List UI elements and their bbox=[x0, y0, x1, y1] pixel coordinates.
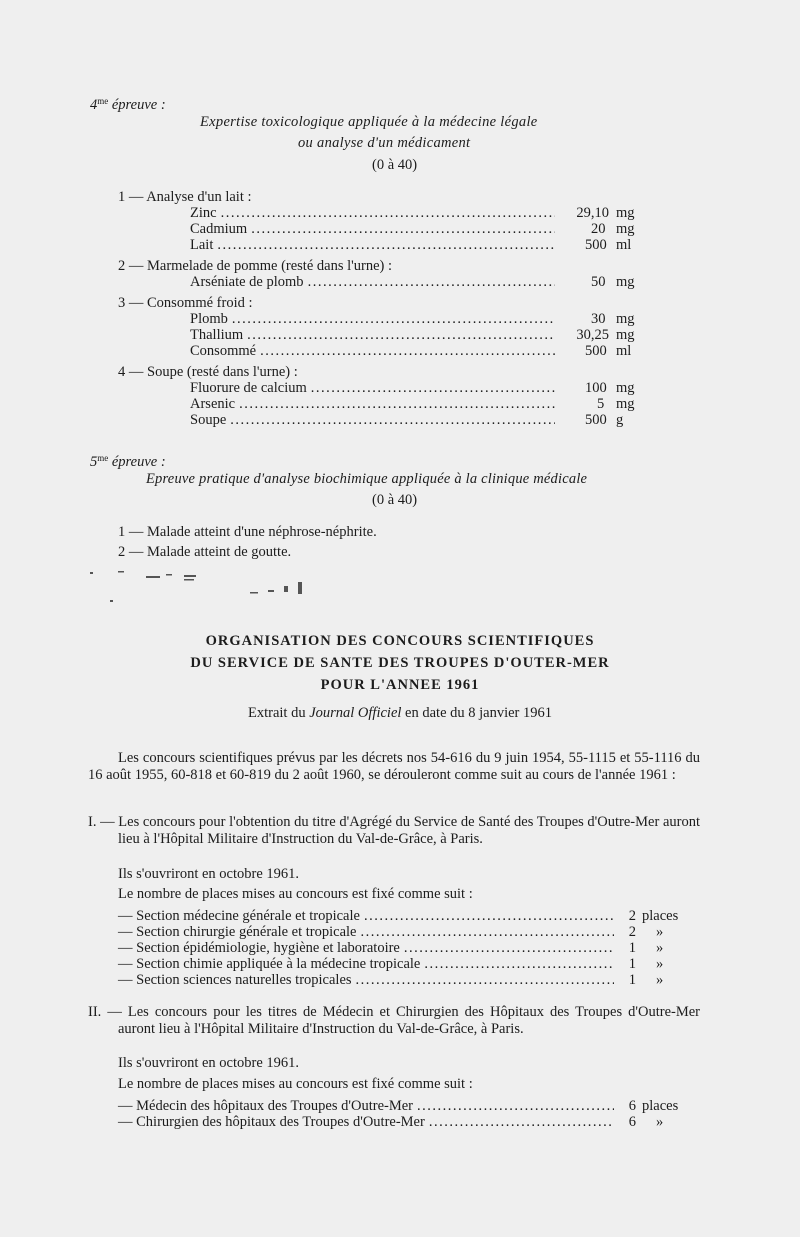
item-row bbox=[190, 311, 646, 328]
section1-row-qty: 2 bbox=[628, 924, 636, 940]
leader-dots bbox=[260, 343, 555, 360]
leader-dots bbox=[251, 221, 555, 238]
item-unit: ml bbox=[616, 237, 632, 253]
section1-row bbox=[118, 972, 692, 989]
group-label: 2 — Marmelade de pomme (resté dans l'urne) : bbox=[118, 258, 392, 274]
leader-dots bbox=[356, 972, 614, 989]
epreuve5-item-1: 1 — Malade atteint d'une néphrose-néphrite. bbox=[118, 524, 377, 540]
organisation-title-line2: DU SERVICE DE SANTE DES TROUPES D'OUTER-MER bbox=[190, 655, 610, 671]
item-row bbox=[190, 237, 646, 254]
item-qty: 20 bbox=[591, 221, 606, 237]
epreuve5-item-2: 2 — Malade atteint de goutte. bbox=[118, 544, 292, 560]
section2-row bbox=[118, 1098, 692, 1115]
organisation-title-line3: POUR L'ANNEE 1961 bbox=[320, 677, 480, 693]
item-name: Consommé bbox=[190, 343, 257, 359]
epreuve5-heading-word: épreuve : bbox=[111, 454, 166, 470]
section1-row-unit: » bbox=[656, 972, 664, 988]
leader-dots bbox=[217, 237, 555, 254]
item-unit: mg bbox=[616, 380, 635, 396]
item-qty: 5 bbox=[597, 396, 605, 412]
epreuve5-heading-sup: me bbox=[97, 453, 109, 463]
item-row bbox=[190, 327, 646, 344]
organisation-title-line1: ORGANISATION DES CONCOURS SCIENTIFIQUES bbox=[205, 633, 595, 649]
leader-dots bbox=[360, 924, 614, 941]
extract-journal: Journal Officiel bbox=[309, 705, 402, 721]
item-qty: 50 bbox=[591, 274, 606, 290]
leader-dots bbox=[424, 956, 614, 973]
leader-dots bbox=[232, 311, 555, 328]
section1-row-name: — Section sciences naturelles tropicales bbox=[118, 972, 352, 988]
section2-open: Ils s'ouvriront en octobre 1961. bbox=[118, 1055, 300, 1071]
item-row bbox=[190, 396, 646, 413]
leader-dots bbox=[239, 396, 555, 413]
item-qty: 500 bbox=[585, 412, 607, 428]
item-unit: mg bbox=[616, 221, 635, 237]
section2-row-unit: places bbox=[642, 1098, 679, 1114]
section1-row-qty: 1 bbox=[628, 956, 636, 972]
section1-row-qty: 2 bbox=[628, 908, 636, 924]
item-name: Zinc bbox=[190, 205, 217, 221]
leader-dots bbox=[429, 1114, 614, 1131]
section1-row-unit: » bbox=[656, 924, 664, 940]
section1-row-unit: places bbox=[642, 908, 679, 924]
leader-dots bbox=[404, 940, 614, 957]
epreuve5-scale: (0 à 40) bbox=[372, 492, 418, 508]
group-label: 1 — Analyse d'un lait : bbox=[118, 189, 252, 205]
item-row bbox=[190, 274, 646, 291]
item-qty: 30,25 bbox=[576, 327, 609, 343]
section1-lead: I. — Les concours pour l'obtention du titre d'Agrégé du Service de Santé des Troupes d'Outre-Mer auront lieu à l'Hôpital Militaire d'Instruction du Val-de-Grâce, à Paris. bbox=[88, 814, 700, 847]
item-name: Fluorure de calcium bbox=[190, 380, 307, 396]
section1-row-name: — Section épidémiologie, hygiène et laboratoire bbox=[118, 940, 400, 956]
item-name: Arsenic bbox=[190, 396, 236, 412]
section1-row bbox=[118, 956, 692, 973]
section1-row-qty: 1 bbox=[628, 940, 636, 956]
section2-row-unit: » bbox=[656, 1114, 664, 1130]
section1-open: Ils s'ouvriront en octobre 1961. bbox=[118, 866, 300, 882]
leader-dots bbox=[311, 380, 555, 397]
section1-row bbox=[118, 940, 692, 957]
epreuve5-title: Epreuve pratique d'analyse biochimique appliquée à la clinique médicale bbox=[146, 471, 588, 487]
section1-row bbox=[118, 908, 692, 925]
leader-dots bbox=[247, 327, 555, 344]
epreuve4-heading-num: 4 bbox=[90, 97, 98, 113]
section1-row-name: — Section médecine générale et tropicale bbox=[118, 908, 360, 924]
section1-row-name: — Section chirurgie générale et tropicale bbox=[118, 924, 357, 940]
epreuve4-title-line2: ou analyse d'un médicament bbox=[298, 135, 471, 151]
section1-row-unit: » bbox=[656, 940, 664, 956]
item-row bbox=[190, 380, 646, 397]
item-qty: 100 bbox=[585, 380, 607, 396]
item-unit: mg bbox=[616, 311, 635, 327]
epreuve4-heading-sup: me bbox=[97, 96, 109, 106]
item-name: Thallium bbox=[190, 327, 244, 343]
leader-dots bbox=[221, 205, 555, 222]
section2-row bbox=[118, 1114, 692, 1131]
item-row bbox=[190, 412, 646, 429]
organisation-intro: Les concours scientifiques prévus par les décrets nos 54-616 du 9 juin 1954, 55-1115 et 55-1116 du 16 août 1955, 60-818 et 60-819 du 2 août 1960, se dérouleront comme suit au cours de l'année 1961 : bbox=[88, 750, 700, 783]
item-qty: 29,10 bbox=[576, 205, 609, 221]
leader-dots bbox=[308, 274, 555, 291]
item-unit: mg bbox=[616, 274, 635, 290]
leader-dots bbox=[417, 1098, 614, 1115]
section1-row-unit: » bbox=[656, 956, 664, 972]
organisation-extract bbox=[0, 705, 800, 722]
item-row bbox=[190, 205, 646, 222]
item-name: Lait bbox=[190, 237, 214, 253]
extract-post: en date du 8 janvier 1961 bbox=[405, 705, 553, 721]
item-name: Cadmium bbox=[190, 221, 248, 237]
epreuve5-heading bbox=[90, 450, 166, 471]
section2-row-qty: 6 bbox=[628, 1114, 636, 1130]
print-smudge bbox=[88, 566, 318, 606]
epreuve4-heading-word: épreuve : bbox=[111, 97, 166, 113]
section2-places-intro: Le nombre de places mises au concours est fixé comme suit : bbox=[118, 1076, 473, 1092]
group-label: 4 — Soupe (resté dans l'urne) : bbox=[118, 364, 298, 380]
leader-dots bbox=[364, 908, 614, 925]
item-unit: ml bbox=[616, 343, 632, 359]
section2-row-name: — Médecin des hôpitaux des Troupes d'Outre-Mer bbox=[118, 1098, 413, 1114]
section2-row-qty: 6 bbox=[628, 1098, 636, 1114]
item-name: Soupe bbox=[190, 412, 227, 428]
item-name: Arséniate de plomb bbox=[190, 274, 304, 290]
item-row bbox=[190, 343, 646, 360]
epreuve5-heading-num: 5 bbox=[90, 454, 98, 470]
item-qty: 30 bbox=[591, 311, 606, 327]
group-label: 3 — Consommé froid : bbox=[118, 295, 253, 311]
item-unit: mg bbox=[616, 205, 635, 221]
section1-row-qty: 1 bbox=[628, 972, 636, 988]
item-qty: 500 bbox=[585, 343, 607, 359]
extract-pre: Extrait du bbox=[247, 705, 306, 721]
section1-row bbox=[118, 924, 692, 941]
item-name: Plomb bbox=[190, 311, 228, 327]
item-qty: 500 bbox=[585, 237, 607, 253]
item-row bbox=[190, 221, 646, 238]
leader-dots bbox=[230, 412, 555, 429]
epreuve4-scale: (0 à 40) bbox=[372, 157, 418, 173]
item-unit: mg bbox=[616, 396, 635, 412]
epreuve4-title-line1: Expertise toxicologique appliquée à la médecine légale bbox=[200, 114, 538, 130]
section1-places-intro: Le nombre de places mises au concours est fixé comme suit : bbox=[118, 886, 473, 902]
section1-row-name: — Section chimie appliquée à la médecine tropicale bbox=[118, 956, 421, 972]
section2-lead: II. — Les concours pour les titres de Médecin et Chirurgien des Hôpitaux des Troupes d'Outre-Mer auront lieu à l'Hôpital Militaire d'Instruction du Val-de-Grâce, à Paris. bbox=[88, 1004, 700, 1037]
section2-row-name: — Chirurgien des hôpitaux des Troupes d'Outre-Mer bbox=[118, 1114, 425, 1130]
epreuve4-heading bbox=[90, 93, 166, 114]
item-unit: g bbox=[616, 412, 624, 428]
item-unit: mg bbox=[616, 327, 635, 343]
